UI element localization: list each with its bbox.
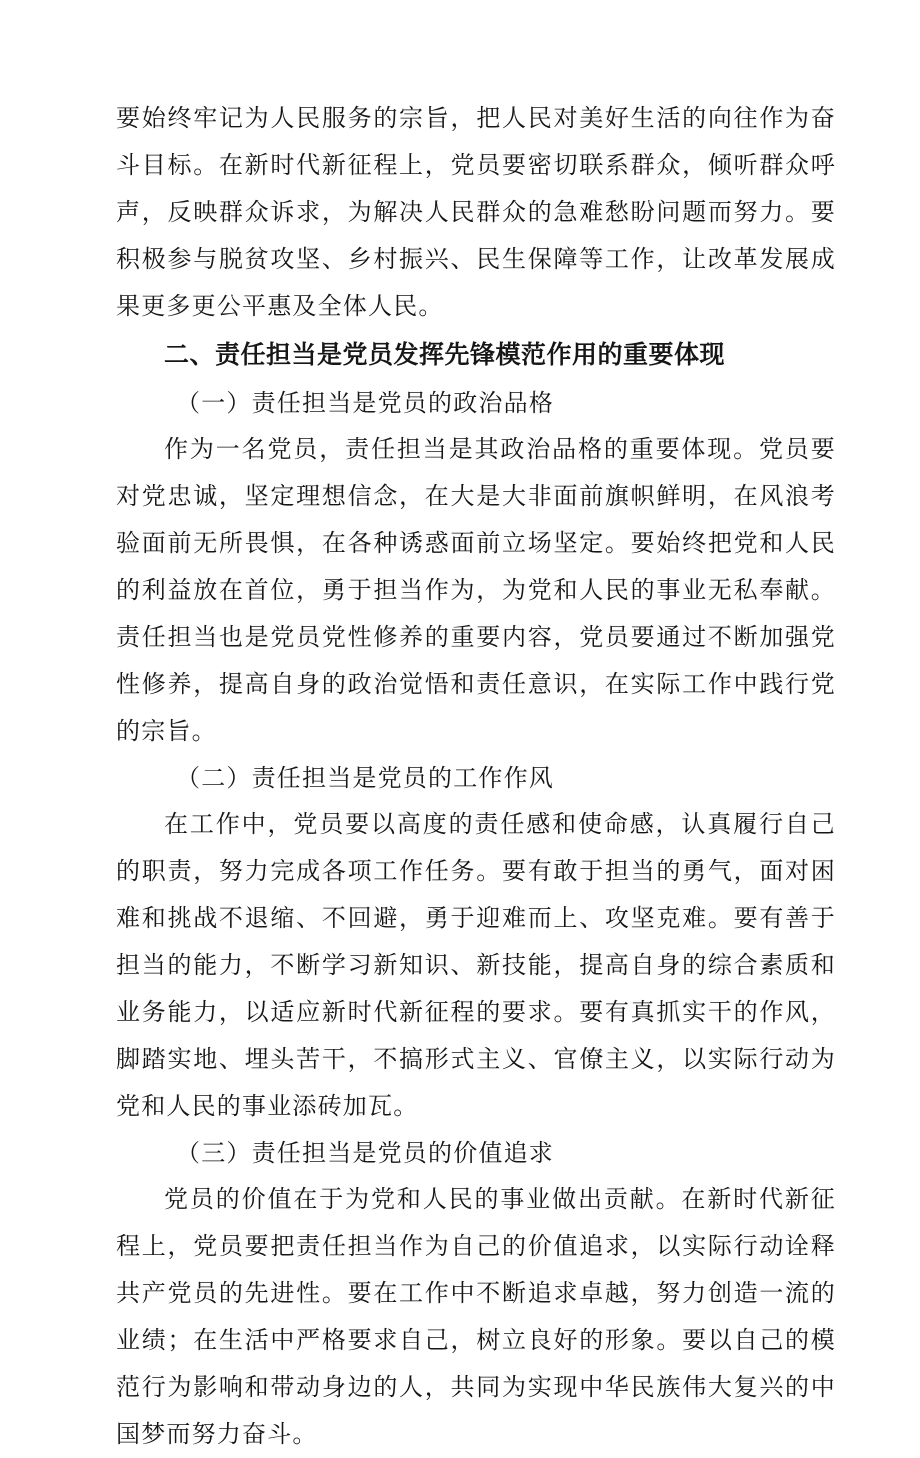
subsection-paragraph-1: 作为一名党员，责任担当是其政治品格的重要体现。党员要对党忠诚，坚定理想信念，在大是大非面前旗帜鲜明，在风浪考验面前无所畏惧，在各种诱惑面前立场坚定。要始终把党和人民的利益放在首位，勇于担当作为，为党和人民的事业无私奉献。责任担当也是党员党性修养的重要内容，党员要通过不断加强党性修养，提高自身的政治觉悟和责任意识，在实际工作中践行党的宗旨。 — [116, 435, 836, 745]
document-body — [116, 95, 836, 1458]
section-heading: 二、责任担当是党员发挥先锋模范作用的重要体现 — [164, 340, 726, 369]
subsection-heading-3: （三）责任担当是党员的价值追求 — [176, 1139, 554, 1167]
subsection-paragraph-2: 在工作中，党员要以高度的责任感和使命感，认真履行自己的职责，努力完成各项工作任务。要有敢于担当的勇气，面对困难和挑战不退缩、不回避，勇于迎难而上、攻坚克难。要有善于担当的能力，不断学习新知识、新技能，提高自身的综合素质和业务能力，以适应新时代新征程的要求。要有真抓实干的作风，脚踏实地、埋头苦干，不搞形式主义、官僚主义，以实际行动为党和人民的事业添砖加瓦。 — [116, 810, 836, 1120]
subsection-heading-2: （二）责任担当是党员的工作作风 — [176, 764, 554, 792]
subsection-heading-1: （一）责任担当是党员的政治品格 — [176, 389, 554, 417]
subsection-paragraph-3: 党员的价值在于为党和人民的事业做出贡献。在新时代新征程上，党员要把责任担当作为自己的价值追求，以实际行动诠释共产党员的先进性。要在工作中不断追求卓越，努力创造一流的业绩；在生活中严格要求自己，树立良好的形象。要以自己的模范行为影响和带动身边的人，共同为实现中华民族伟大复兴的中国梦而努力奋斗。 — [116, 1185, 836, 1448]
intro-paragraph: 要始终牢记为人民服务的宗旨，把人民对美好生活的向往作为奋斗目标。在新时代新征程上，党员要密切联系群众，倾听群众呼声，反映群众诉求，为解决人民群众的急难愁盼问题而努力。要积极参与脱贫攻坚、乡村振兴、民生保障等工作，让改革发展成果更多更公平惠及全体人民。 — [116, 104, 836, 320]
